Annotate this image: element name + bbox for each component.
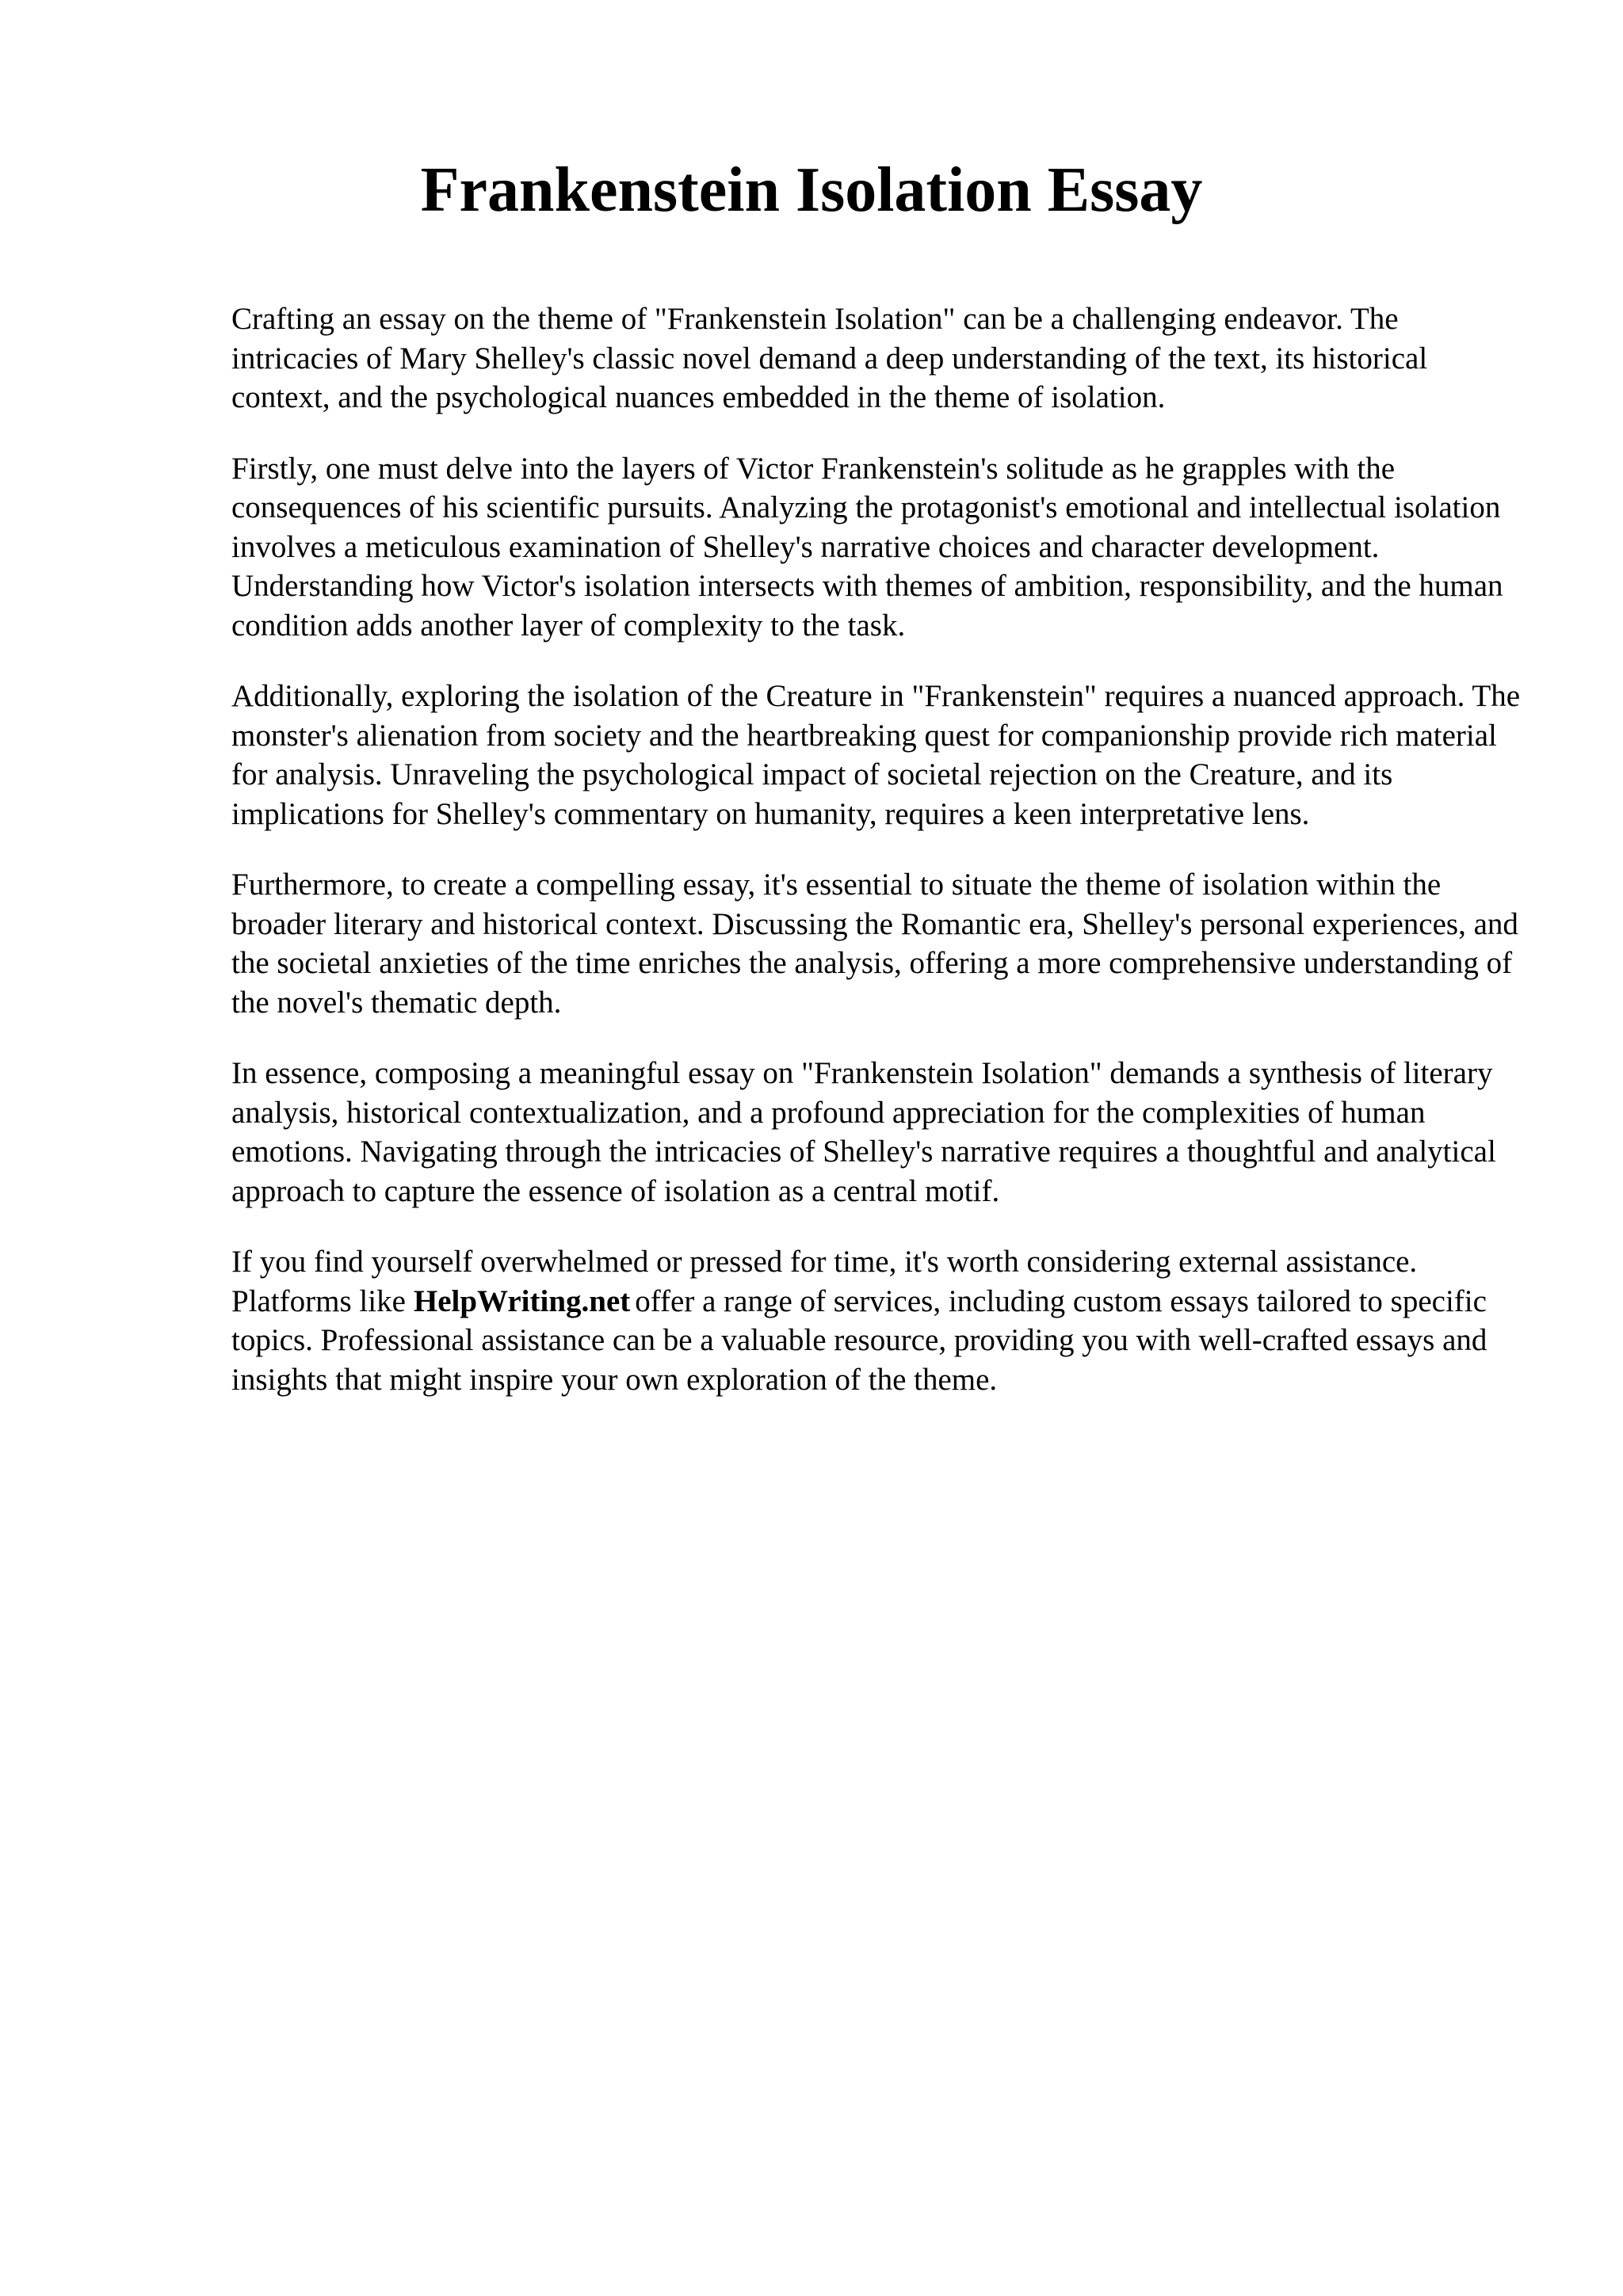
helpwriting-link[interactable]: HelpWriting.net bbox=[413, 1283, 631, 1318]
paragraph-conclusion: In essence, composing a meaningful essay on "Frankenstein Isolation" demands a synthesis of literary analysis, historical contextualization, and a profound appreciation for the complexities of human emotions. Navigating through the intricacies of Shelley's narrative requires a thoughtful and analytical approach to capture the essence of isolation as a central motif. bbox=[231, 1056, 1496, 1208]
paragraph-creature-isolation: Additionally, exploring the isolation of the Creature in "Frankenstein" requires a nuanced approach. The monster's alienation from society and the heartbreaking quest for companionship provide rich material for analysis. Unraveling the psychological impact of societal rejection on the Creature, and its implications for Shelley's commentary on humanity, requires a keen interpretative lens. bbox=[231, 679, 1521, 831]
paragraph-victor-solitude: Firstly, one must delve into the layers of Victor Frankenstein's solitude as he grapples with the consequences of his scientific pursuits. Analyzing the protagonist's emotional and intellectual isolation involves a meticulous examination of Shelley's narrative choices and character development. Understanding how Victor's isolation intersects with themes of ambition, responsibility, and the human condition adds another layer of complexity to the task. bbox=[231, 451, 1503, 643]
assistance-text-after: offer a range of services, including custom essays tailored to specific topics. Professional assistance can be a valuable resource, providing you with well-crafted essays and insights that might inspire your own exploration of the theme. bbox=[231, 1283, 1487, 1397]
document-body bbox=[231, 299, 1531, 1431]
paragraph-historical-context: Furthermore, to create a compelling essay, it's essential to situate the theme of isolation within the broader literary and historical context. Discussing the Romantic era, Shelley's personal experiences, and the societal anxieties of the time enriches the analysis, offering a more comprehensive understanding of the novel's thematic depth. bbox=[231, 868, 1518, 1020]
document-title: Frankenstein Isolation Essay bbox=[420, 155, 1203, 225]
assistance-text-before: If you find yourself overwhelmed or pressed for time, it's worth considering external assistance. Platforms like bbox=[231, 1245, 1418, 1318]
paragraph-assistance bbox=[231, 1242, 1531, 1399]
paragraph-intro: Crafting an essay on the theme of "Frankenstein Isolation" can be a challenging endeavor. The intricacies of Mary Shelley's classic novel demand a deep understanding of the text, its historical context, and the psychological nuances embedded in the theme of isolation. bbox=[231, 302, 1428, 414]
